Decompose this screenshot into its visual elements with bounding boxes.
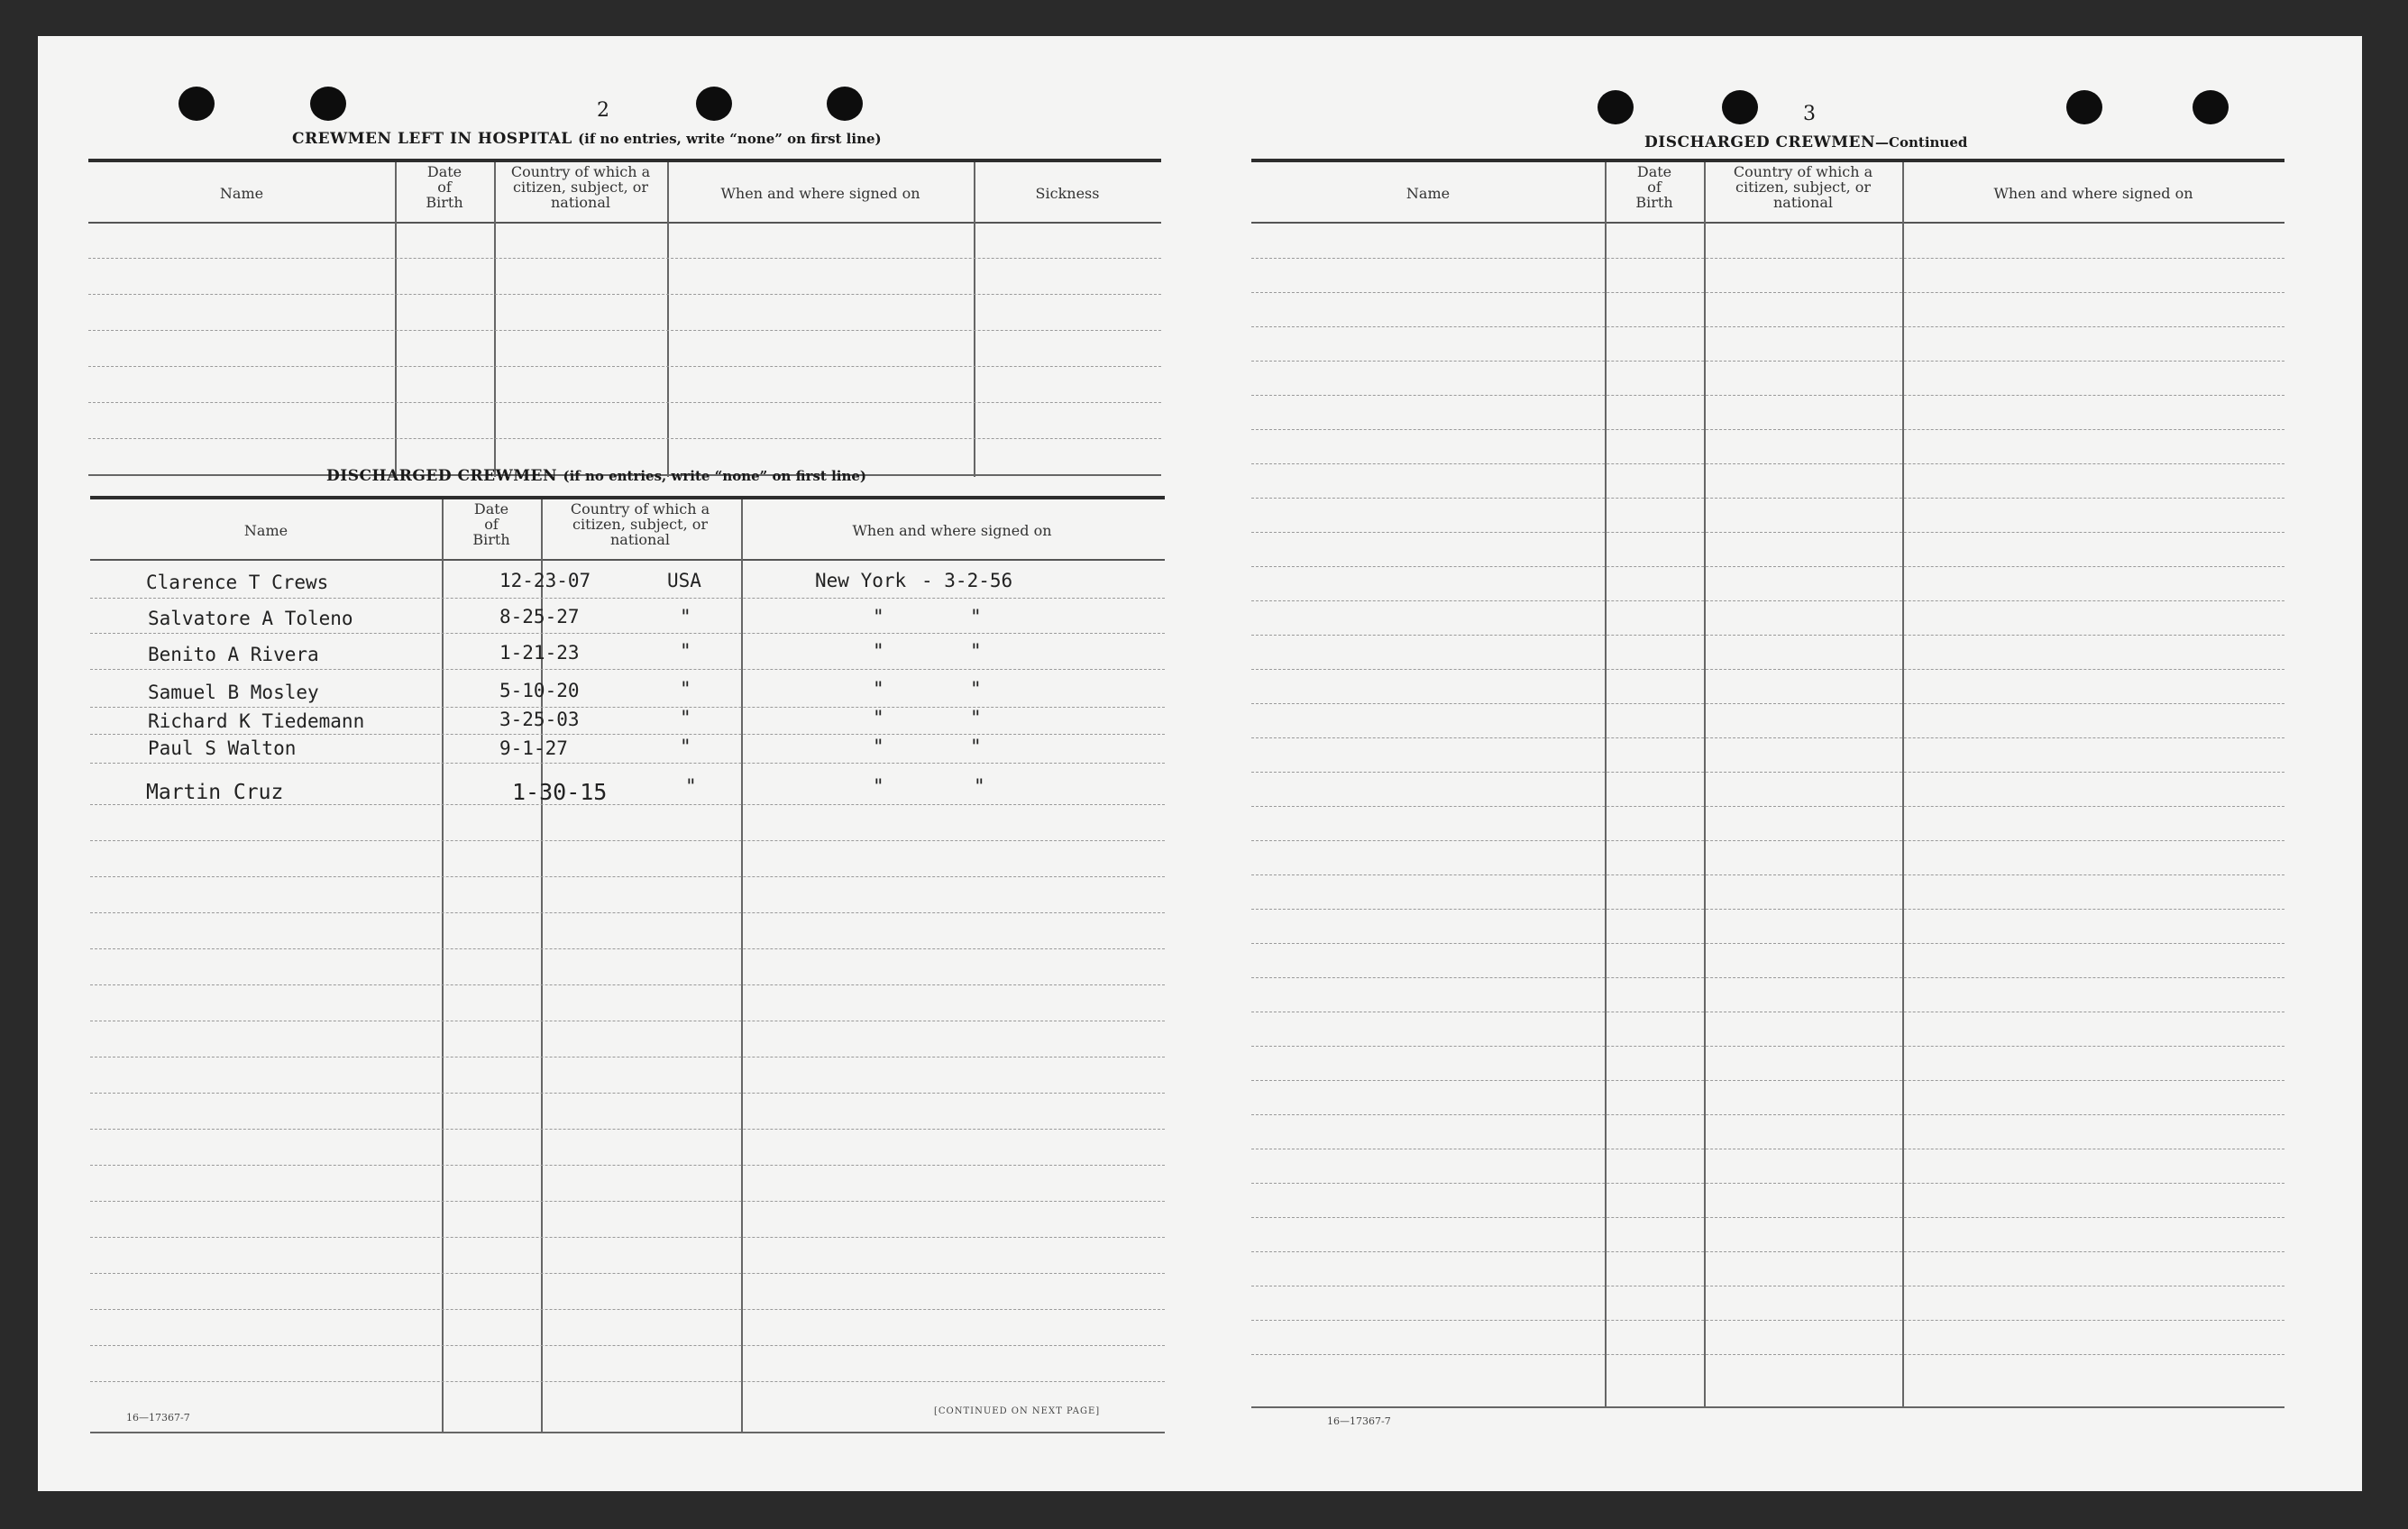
column-header-country: Country of which a citizen, subject, or national [510,163,651,211]
crewman-name: Richard K Tiedemann [148,710,365,732]
crewman-dob: 1-21-23 [499,642,580,664]
punch-hole [827,87,863,121]
punch-hole [2066,90,2102,124]
hospital-title-text: CREWMEN LEFT IN HOSPITAL [292,130,572,148]
crewman-country: " [680,736,691,757]
punch-hole [310,87,346,121]
crewman-signed-date: " [970,606,982,627]
crewman-country: " [680,606,691,627]
crewman-dob: 1-30-15 [512,779,608,805]
crewman-signed-date: - 3-2-56 [921,570,1013,591]
column-header-signed-on: When and where signed on [720,185,920,202]
form-number: 16—17367-7 [1327,1415,1391,1427]
page-number: 3 [1803,103,1816,125]
punch-hole [696,87,732,121]
punch-hole [1722,90,1758,124]
crewman-country: " [680,678,691,700]
page-number: 2 [597,99,609,122]
hospital-section-title [292,130,882,148]
crewman-country: " [680,640,691,662]
continued-note: [CONTINUED ON NEXT PAGE] [934,1406,1101,1416]
crewman-signed-place: " [873,775,884,797]
crewman-signed-date: " [974,775,985,797]
crewman-country: " [680,707,691,728]
column-header-signed-on: When and where signed on [1993,185,2193,202]
discharged-continued-text: DISCHARGED CREWMEN [1644,133,1876,151]
hospital-title-note: (if no entries, write “none” on first line) [578,131,882,147]
form-number: 16—17367-7 [126,1412,190,1424]
column-header-date-of-birth: Date of Birth [472,500,510,548]
crewman-signed-place: " [873,707,884,728]
discharged-continued-table [1251,159,2284,1408]
discharged-title-text: DISCHARGED CREWMEN [326,467,558,485]
crewman-name: Clarence T Crews [146,572,329,593]
crewman-signed-place: " [873,640,884,662]
crewman-name: Salvatore A Toleno [148,608,353,629]
crewman-signed-date: " [970,640,982,662]
crewman-signed-date: " [970,736,982,757]
column-header-signed-on: When and where signed on [852,522,1052,539]
punch-hole [179,87,215,121]
crewman-dob: 9-1-27 [499,737,568,759]
hospital-table [88,159,1161,477]
column-header-sickness: Sickness [1035,185,1100,202]
continued-suffix: —Continued [1875,134,1968,151]
crewman-signed-place: New York [815,570,907,591]
crewman-dob: 5-10-20 [499,680,580,701]
crewman-name: Samuel B Mosley [148,682,319,703]
crewman-country: USA [667,570,701,591]
discharged-table [90,496,1165,1433]
crewman-signed-place: " [873,736,884,757]
column-header-name: Name [219,185,264,202]
column-header-country: Country of which a citizen, subject, or national [570,500,710,548]
column-header-date-of-birth: Date of Birth [1635,163,1673,211]
column-header-name: Name [243,522,288,539]
crewman-country: " [685,775,697,797]
column-header-country: Country of which a citizen, subject, or national [1733,163,1873,211]
crewman-signed-date: " [970,678,982,700]
crewman-signed-place: " [873,606,884,627]
discharged-continued-title [1644,133,1967,151]
column-header-date-of-birth: Date of Birth [426,163,463,211]
crewman-signed-place: " [873,678,884,700]
crewman-signed-date: " [970,707,982,728]
punch-hole [2193,90,2229,124]
ledger-sheet [38,36,2362,1491]
crewman-name: Martin Cruz [146,781,284,804]
discharged-section-title [326,467,866,485]
discharged-title-note: (if no entries, write “none” on first line) [563,468,867,484]
crewman-name: Benito A Rivera [148,644,319,665]
punch-hole [1598,90,1634,124]
crewman-dob: 8-25-27 [499,606,580,627]
right-page [1201,36,2362,1491]
column-header-name: Name [1405,185,1451,202]
crewman-dob: 12-23-07 [499,570,591,591]
crewman-name: Paul S Walton [148,737,297,759]
left-page [38,36,1201,1491]
crewman-dob: 3-25-03 [499,709,580,730]
